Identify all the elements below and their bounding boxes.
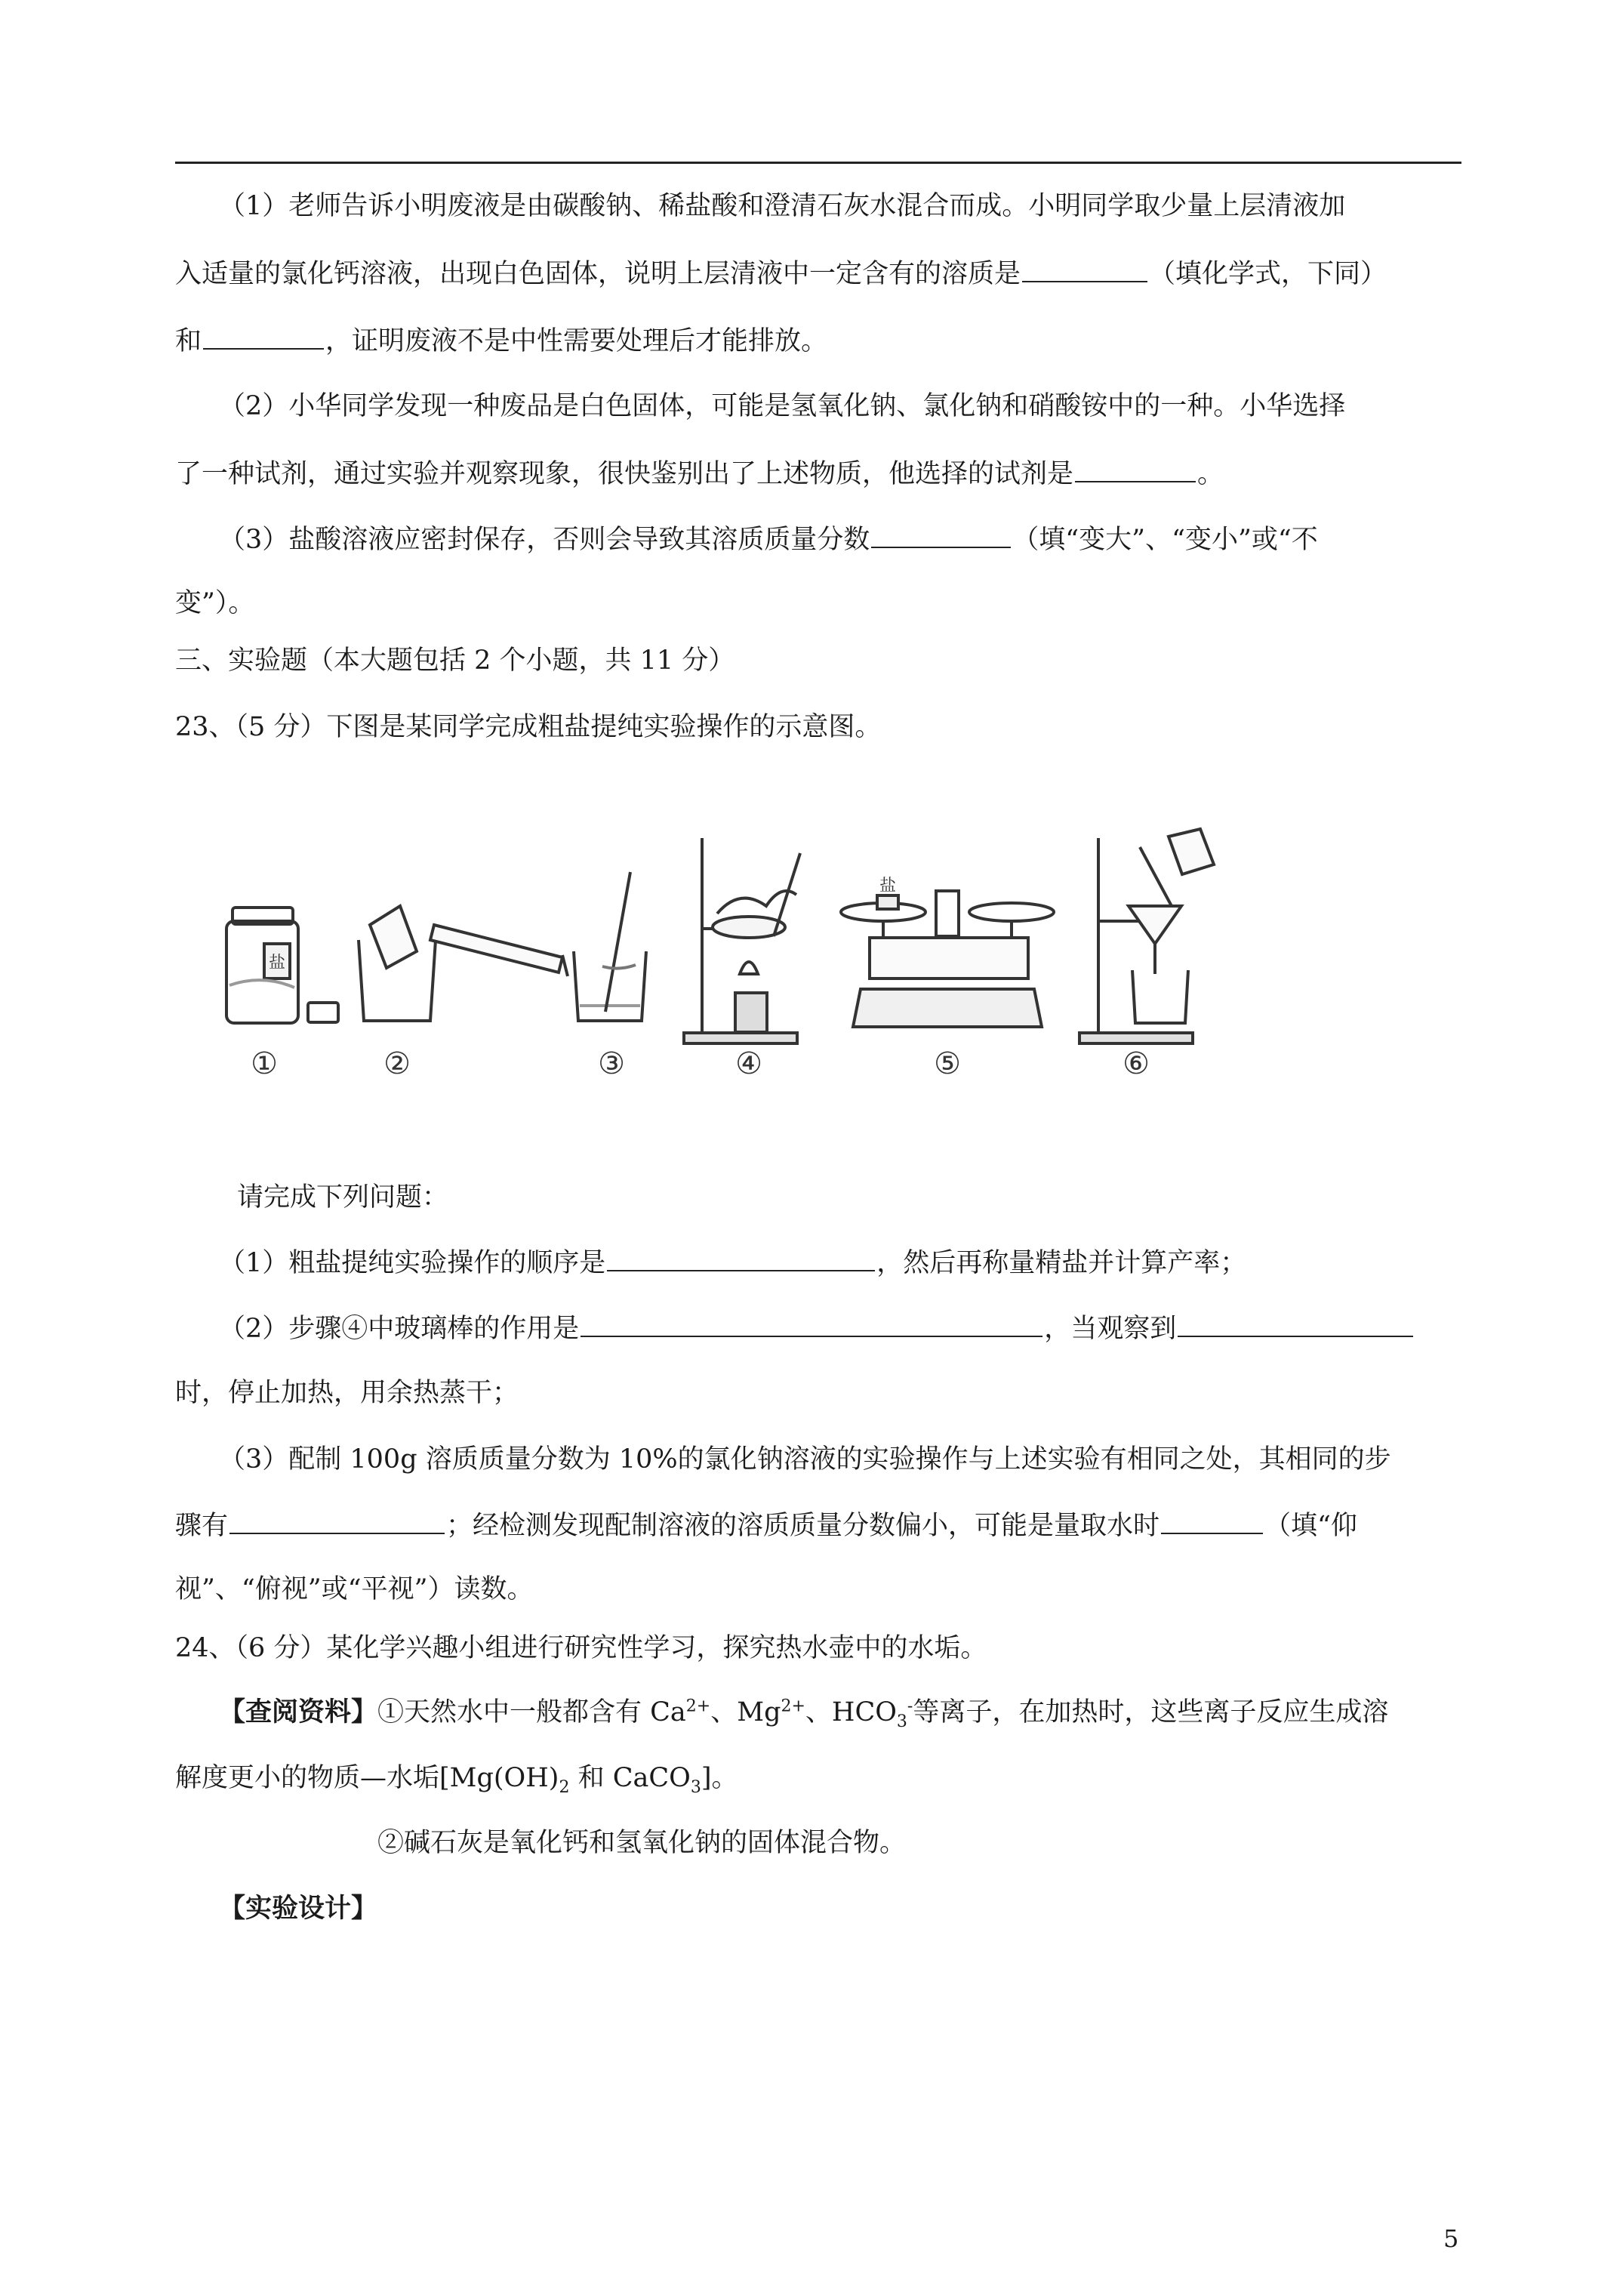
q22-p2-line2 [175,455,1224,492]
evaporation-setup-icon [684,838,800,1043]
q22-p1-line2 [175,255,1387,291]
text: ，然后再称量精盐并计算产率； [876,1248,1247,1278]
text: 了一种试剂，通过实验并观察现象，很快鉴别出了上述物质，他选择的试剂是 [175,459,1074,489]
q23-s3-line2 [175,1507,1357,1543]
q23-s1 [219,1244,1246,1281]
q22-p3-line2: 变”）。 [175,588,255,618]
text: ，证明废液不是中性需要处理后才能排放。 [325,326,828,356]
subscript: 3 [896,1712,907,1731]
q24-design-heading: 【实验设计】 [219,1893,378,1924]
subscript: 2 [559,1778,570,1797]
text: （2）步骤④中玻璃棒的作用是 [219,1314,580,1344]
text: （填“变大”、“变小”或“不 [1012,525,1318,555]
answer-blank[interactable] [607,1244,875,1271]
step-label: ⑤ [934,1046,961,1081]
text: （填“仰 [1264,1511,1357,1541]
text: 、Mg [710,1697,781,1727]
answer-blank[interactable] [1178,1310,1413,1337]
q24-info-line2 [175,1761,738,1795]
q23-s2 [219,1310,1415,1346]
step-label: ① [251,1046,278,1081]
text: 骤有 [175,1511,229,1541]
superscript: 2+ [685,1697,711,1716]
q23-s2-cont: 时，停止加热，用余热蒸干； [175,1378,519,1408]
q23-prompt: 请完成下列问题： [237,1182,449,1213]
q22-p2-line1: （2）小华同学发现一种废品是白色固体，可能是氢氧化钠、氯化钠和硝酸铵中的一种。小华选择 [219,391,1346,421]
beaker-with-rod-icon [574,872,646,1021]
subscript: 3 [690,1778,701,1797]
answer-blank[interactable] [203,322,324,350]
step-label: ③ [598,1046,625,1081]
q23-s3-line1: （3）配制 100g 溶质质量分数为 10%的氯化钠溶液的实验操作与上述实验有相同之处，其相同的步 [219,1444,1391,1475]
q24-title: 24、（6 分）某化学兴趣小组进行研究性学习，探究热水壶中的水垢。 [175,1633,987,1663]
answer-blank[interactable] [871,521,1011,548]
q22-p1-line1: （1）老师告诉小明废液是由碳酸钠、稀盐酸和澄清石灰水混合而成。小明同学取少量上层清液加 [219,191,1346,221]
text: （1）粗盐提纯实验操作的顺序是 [219,1248,606,1278]
section-heading: 三、实验题（本大题包括 2 个小题，共 11 分） [175,646,735,676]
text: （3）盐酸溶液应密封保存，否则会导致其溶质质量分数 [219,525,870,555]
text: ]。 [701,1763,738,1793]
text: 和 [175,326,202,356]
answer-blank[interactable] [229,1507,445,1534]
step-label: ④ [735,1046,762,1081]
q24-info-line3: ②碱石灰是氧化钙和氢氧化钠的固体混合物。 [377,1828,907,1858]
text: ，当观察到 [1044,1314,1177,1344]
balance-salt-label: 盐 [879,877,897,895]
step-label: ② [383,1046,411,1081]
text: 等离子，在加热时，这些离子反应生成溶 [913,1697,1389,1727]
answer-blank[interactable] [1075,455,1196,482]
q23-s3-line3: 视”、“俯视”或“平视”）读数。 [175,1574,534,1604]
text: 、HCO [805,1697,897,1727]
beaker-with-cylinder-icon [359,906,568,1021]
header-rule [175,162,1461,164]
text: 入适量的氯化钙溶液，出现白色固体，说明上层清液中一定含有的溶质是 [175,259,1021,289]
q23-title: 23、（5 分）下图是某同学完成粗盐提纯实验操作的示意图。 [175,712,882,742]
page-number: 5 [1443,2224,1459,2253]
jar-salt-label: 盐 [268,954,286,972]
text: ；经检测发现配制溶液的溶质质量分数偏小，可能是量取水时 [446,1511,1160,1541]
answer-blank[interactable] [1161,1507,1263,1534]
text: （填化学式，下同） [1149,259,1387,289]
q22-p3-line1 [219,521,1318,557]
answer-blank[interactable] [1022,255,1147,282]
q24-info-line1 [219,1695,1388,1730]
step-label: ⑥ [1123,1046,1150,1081]
q22-p1-line3 [175,322,827,359]
text: 和 CaCO [569,1763,691,1793]
text: 解度更小的物质—水垢[Mg(OH) [175,1763,559,1793]
answer-blank[interactable] [581,1310,1042,1337]
info-tag: 【查阅资料】 [219,1697,378,1727]
superscript: 2+ [781,1697,805,1716]
salt-purification-figure [219,793,1246,1095]
superscript: - [907,1697,913,1716]
text: ①天然水中一般都含有 Ca [377,1697,686,1727]
balance-scale-icon [841,891,1054,1027]
filtration-setup-icon [1079,829,1214,1043]
text: 。 [1197,459,1224,489]
